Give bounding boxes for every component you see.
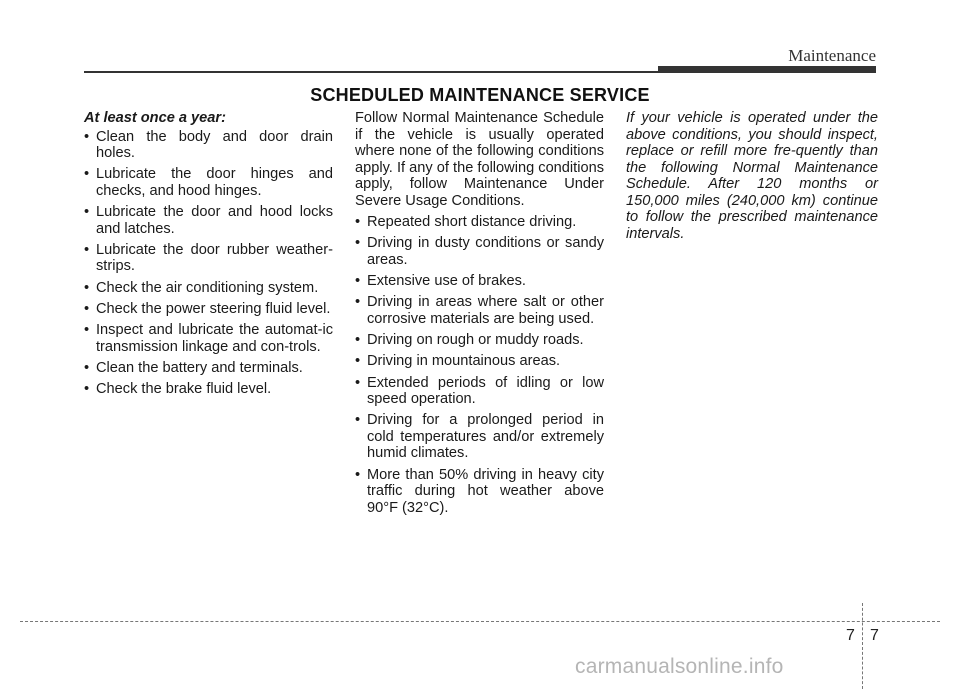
yearly-checklist — [84, 129, 333, 398]
subheading: At least once a year: — [84, 110, 226, 126]
list-item: • Check the air conditioning system. — [84, 280, 333, 297]
chapter-number: 7 — [846, 627, 855, 644]
list-item: • Extensive use of brakes. — [355, 273, 604, 290]
page-title: SCHEDULED MAINTENANCE SERVICE — [310, 85, 650, 105]
list-item: • Lubricate the door hinges and checks, and hood hinges. — [84, 166, 333, 199]
severe-conditions-list — [355, 214, 604, 516]
header-rule-accent — [658, 66, 876, 73]
list-item: • Driving in dusty conditions or sandy areas. — [355, 235, 604, 268]
column-severe-conditions — [355, 110, 604, 521]
footer-rule — [20, 621, 940, 622]
list-item: • More than 50% driving in heavy city traffic during hot weather above 90°F (32°C). — [355, 467, 604, 517]
list-item: • Driving in areas where salt or other corrosive materials are being used. — [355, 294, 604, 327]
list-item: • Lubricate the door and hood locks and latches. — [84, 204, 333, 237]
list-item: • Driving for a prolonged period in cold temperatures and/or extremely humid climates. — [355, 412, 604, 462]
section-label: Maintenance — [788, 46, 876, 65]
column-note — [626, 110, 878, 242]
list-item: • Lubricate the door rubber weather-strips. — [84, 242, 333, 275]
column-yearly-checks — [84, 110, 333, 403]
page-number: 7 — [870, 627, 879, 644]
footer-divider — [862, 603, 863, 689]
watermark: carmanualsonline.info — [575, 655, 784, 678]
maintenance-note: If your vehicle is operated under the above conditions, you should inspect, replace or refill more fre-quently than the following Normal Maintenance Schedule. After 120 months or 150,000 miles (240,000 km) continue to follow the prescribed maintenance intervals. — [626, 110, 878, 242]
list-item: • Clean the battery and terminals. — [84, 360, 333, 377]
list-item: • Clean the body and door drain holes. — [84, 129, 333, 162]
list-item: • Check the power steering fluid level. — [84, 301, 333, 318]
list-item: • Check the brake fluid level. — [84, 381, 333, 398]
intro-paragraph: Follow Normal Maintenance Schedule if the vehicle is usually operated where none of the following conditions apply. If any of the following conditions apply, follow Maintenance Under Severe Usage Conditions. — [355, 110, 604, 209]
list-item: • Driving on rough or muddy roads. — [355, 332, 604, 349]
list-item: • Driving in mountainous areas. — [355, 353, 604, 370]
list-item: • Inspect and lubricate the automat-ic transmission linkage and con-trols. — [84, 322, 333, 355]
list-item: • Extended periods of idling or low speed operation. — [355, 375, 604, 408]
header-rule — [84, 71, 660, 73]
list-item: • Repeated short distance driving. — [355, 214, 604, 231]
